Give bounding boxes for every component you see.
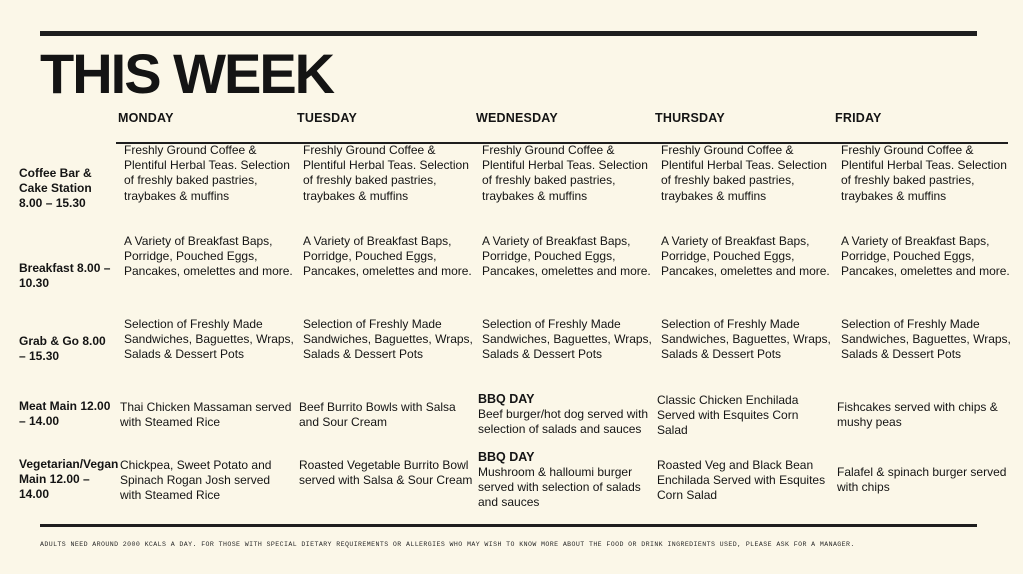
menu-cell: Fishcakes served with chips & mushy peas xyxy=(837,400,998,430)
bbq-day-tag: BBQ DAY xyxy=(478,450,535,464)
menu-cell: A Variety of Breakfast Baps, Porridge, Pouched Eggs, Pancakes, omelettes and more. xyxy=(661,234,830,279)
day-header-monday: MONDAY xyxy=(118,111,174,125)
row-label-vegetarian-main: Vegetarian/Vegan Main 12.00 – 14.00 xyxy=(19,457,119,501)
menu-cell: A Variety of Breakfast Baps, Porridge, Pouched Eggs, Pancakes, omelettes and more. xyxy=(124,234,293,279)
day-header-friday: FRIDAY xyxy=(835,111,882,125)
menu-cell: Selection of Freshly Made Sandwiches, Baguettes, Wraps, Salads & Dessert Pots xyxy=(482,317,652,362)
menu-cell-wednesday xyxy=(478,392,654,437)
menu-cell: Thai Chicken Massaman served with Steamed Rice xyxy=(120,400,292,430)
menu-cell: Freshly Ground Coffee & Plentiful Herbal Teas. Selection of freshly baked pastries, traybakes & muffins xyxy=(303,143,469,203)
menu-cell: A Variety of Breakfast Baps, Porridge, Pouched Eggs, Pancakes, omelettes and more. xyxy=(482,234,651,279)
menu-cell: Freshly Ground Coffee & Plentiful Herbal Teas. Selection of freshly baked pastries, traybakes & muffins xyxy=(482,143,648,203)
day-header-thursday: THURSDAY xyxy=(655,111,725,125)
menu-cell: Selection of Freshly Made Sandwiches, Baguettes, Wraps, Salads & Dessert Pots xyxy=(841,317,1011,362)
row-label-meat-main: Meat Main 12.00 – 14.00 xyxy=(19,399,111,428)
row-label-breakfast: Breakfast 8.00 – 10.30 xyxy=(19,261,111,290)
menu-cell-wednesday xyxy=(478,450,650,511)
row-label-grab-and-go: Grab & Go 8.00 – 15.30 xyxy=(19,334,106,363)
day-header-tuesday: TUESDAY xyxy=(297,111,357,125)
menu-cell-text: Beef burger/hot dog served with selection of salads and sauces xyxy=(478,407,649,437)
menu-cell: Freshly Ground Coffee & Plentiful Herbal Teas. Selection of freshly baked pastries, traybakes & muffins xyxy=(124,143,290,203)
menu-cell: Selection of Freshly Made Sandwiches, Baguettes, Wraps, Salads & Dessert Pots xyxy=(124,317,294,362)
menu-cell: Chickpea, Sweet Potato and Spinach Rogan Josh served with Steamed Rice xyxy=(120,458,272,503)
menu-cell: Freshly Ground Coffee & Plentiful Herbal Teas. Selection of freshly baked pastries, traybakes & muffins xyxy=(661,143,827,203)
menu-cell: Classic Chicken Enchilada Served with Esquites Corn Salad xyxy=(657,393,799,438)
menu-cell: Roasted Vegetable Burrito Bowl served with Salsa & Sour Cream xyxy=(299,458,473,488)
menu-cell: Roasted Veg and Black Bean Enchilada Served with Esquites Corn Salad xyxy=(657,458,826,503)
menu-cell: Selection of Freshly Made Sandwiches, Baguettes, Wraps, Salads & Dessert Pots xyxy=(303,317,473,362)
menu-cell: Falafel & spinach burger served with chips xyxy=(837,465,1007,495)
menu-cell: Freshly Ground Coffee & Plentiful Herbal Teas. Selection of freshly baked pastries, traybakes & muffins xyxy=(841,143,1007,203)
page-title: THIS WEEK xyxy=(40,42,334,105)
bottom-rule xyxy=(40,524,977,527)
menu-cell: Beef Burrito Bowls with Salsa and Sour Cream xyxy=(299,400,456,430)
menu-cell-text: Mushroom & halloumi burger served with selection of salads and sauces xyxy=(478,465,641,510)
day-header-wednesday: WEDNESDAY xyxy=(476,111,558,125)
row-label-coffee-bar: Coffee Bar & Cake Station 8.00 – 15.30 xyxy=(19,166,92,210)
top-rule xyxy=(40,31,977,36)
menu-cell: A Variety of Breakfast Baps, Porridge, Pouched Eggs, Pancakes, omelettes and more. xyxy=(841,234,1010,279)
bbq-day-tag: BBQ DAY xyxy=(478,392,535,406)
menu-cell: A Variety of Breakfast Baps, Porridge, Pouched Eggs, Pancakes, omelettes and more. xyxy=(303,234,472,279)
footer-note: ADULTS NEED AROUND 2000 KCALS A DAY. FOR THOSE WITH SPECIAL DIETARY REQUIREMENTS OR ALLERGIES WHO MAY WISH TO KNOW MORE ABOUT THE FOOD OR DRINK INGREDIENTS USED, PLEASE ASK FOR A MANAGER. xyxy=(40,541,855,548)
menu-cell: Selection of Freshly Made Sandwiches, Baguettes, Wraps, Salads & Dessert Pots xyxy=(661,317,831,362)
